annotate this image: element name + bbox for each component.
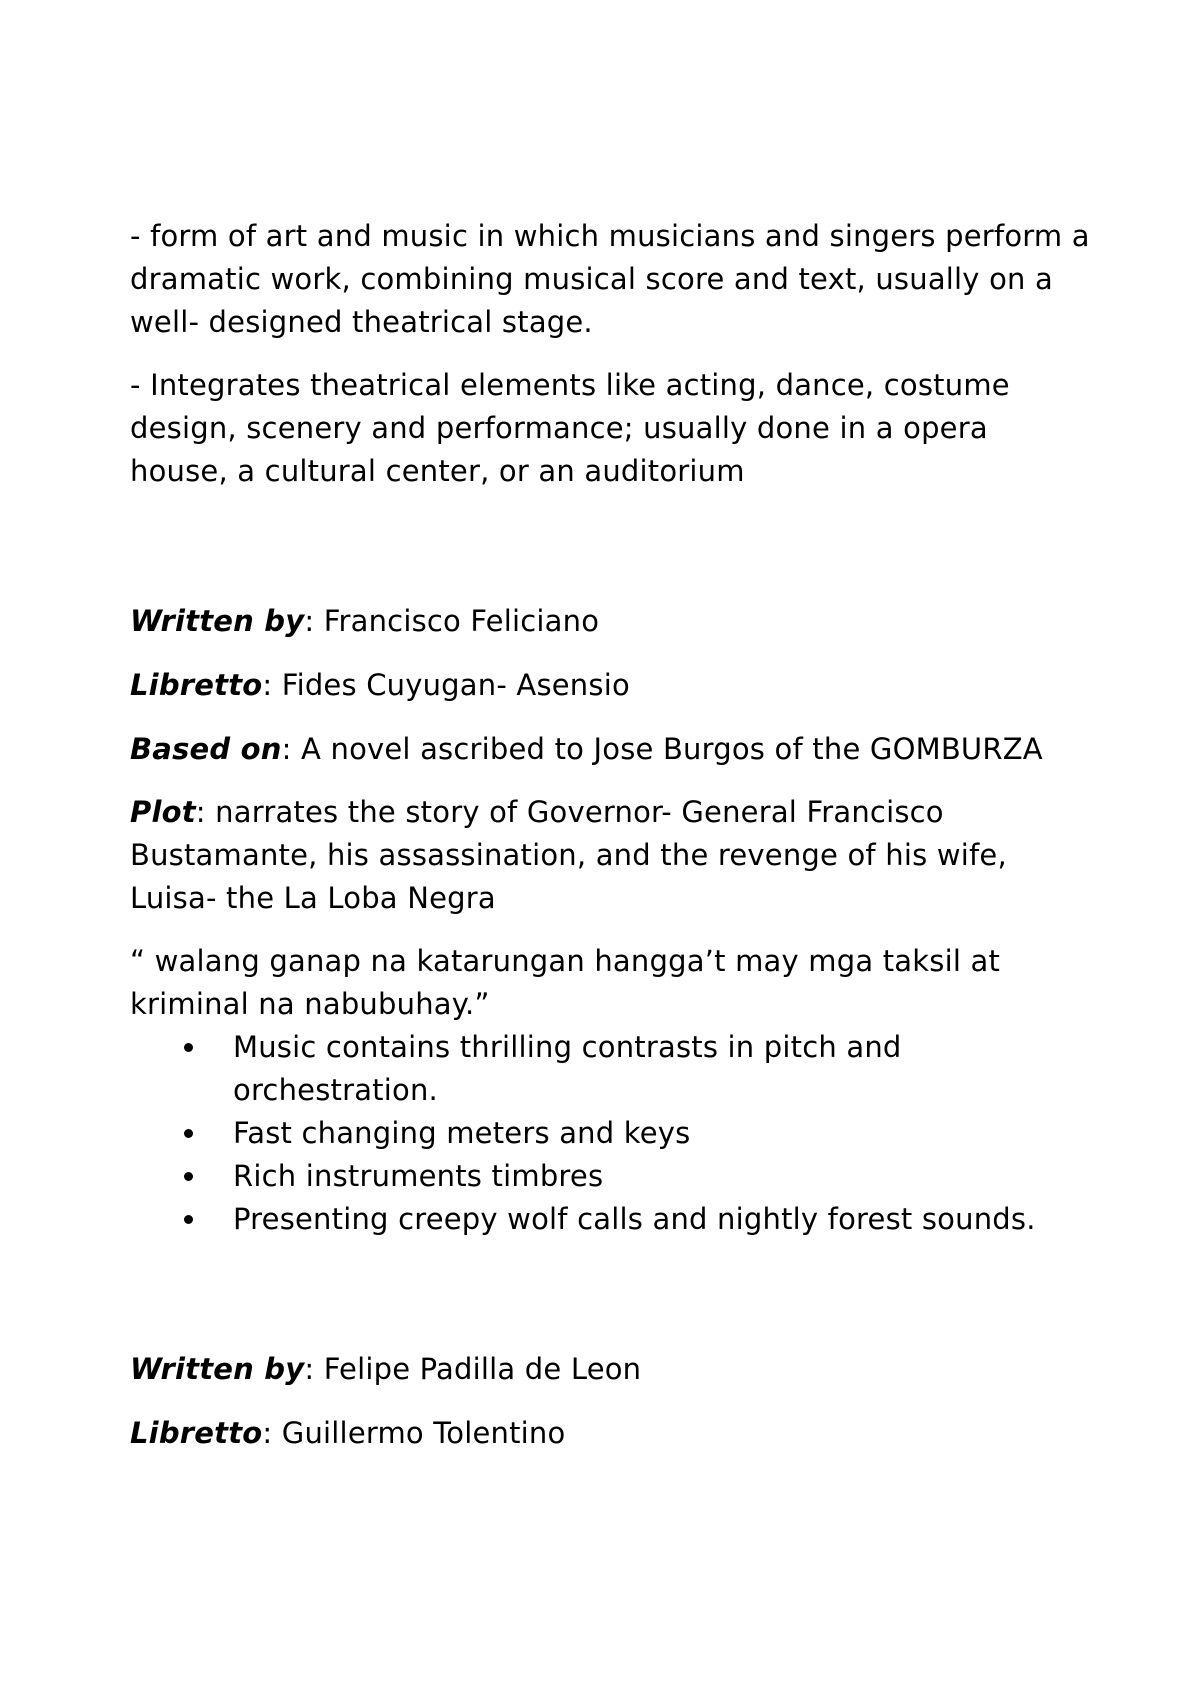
plot-label: Plot [130,795,196,829]
definition-paragraph-2: - Integrates theatrical elements like acting, dance, costume design, scenery and performance; usually done in a opera house, a cultural center, or an auditorium [130,368,1010,488]
written-by-label: Written by [130,604,305,638]
bullet-icon [184,1172,193,1181]
document-page [130,215,1090,1455]
bullet-icon [184,1215,193,1224]
written-by-value-2: : Felipe Padilla de Leon [304,1352,642,1386]
plot-line [130,791,1090,920]
list-item-text: Fast changing meters and keys [233,1116,691,1150]
list-item [130,1155,1090,1198]
list-item [130,1112,1090,1155]
list-item-text: Music contains thrilling contrasts in pitch and orchestration. [233,1030,902,1107]
based-on-value: : A novel ascribed to Jose Burgos of the GOMBURZA [281,732,1043,766]
libretto-value: : Fides Cuyugan- Asensio [262,668,630,702]
libretto-label: Libretto [130,668,263,702]
list-item-text: Rich instruments timbres [233,1159,604,1193]
libretto-value-2: : Guillermo Tolentino [262,1416,566,1450]
quote-paragraph: “ walang ganap na katarungan hangga’t may mga taksil at kriminal na nabubuhay.” [130,944,1001,1021]
bullet-icon [184,1129,193,1138]
plot-value: : narrates the story of Governor- General Francisco Bustamante, his assassination, and the revenge of his wife, Luisa- the La Loba Negra [130,795,1007,915]
definition-paragraph-1: - form of art and music in which musicians and singers perform a dramatic work, combining musical score and text, usually on a well- designed theatrical stage. [130,219,1090,339]
list-item [130,1026,1090,1112]
based-on-line [130,728,1090,771]
written-by-line [130,600,1090,643]
libretto-line [130,664,1090,707]
written-by-value: : Francisco Feliciano [304,604,600,638]
libretto-label-2: Libretto [130,1416,263,1450]
music-features-list [130,1026,1090,1241]
written-by-label-2: Written by [130,1352,305,1386]
written-by-line-2 [130,1348,1090,1391]
list-item-text: Presenting creepy wolf calls and nightly forest sounds. [233,1202,1036,1236]
libretto-line-2 [130,1412,1090,1455]
bullet-icon [184,1043,193,1052]
based-on-label: Based on [130,732,282,766]
list-item [130,1198,1090,1241]
